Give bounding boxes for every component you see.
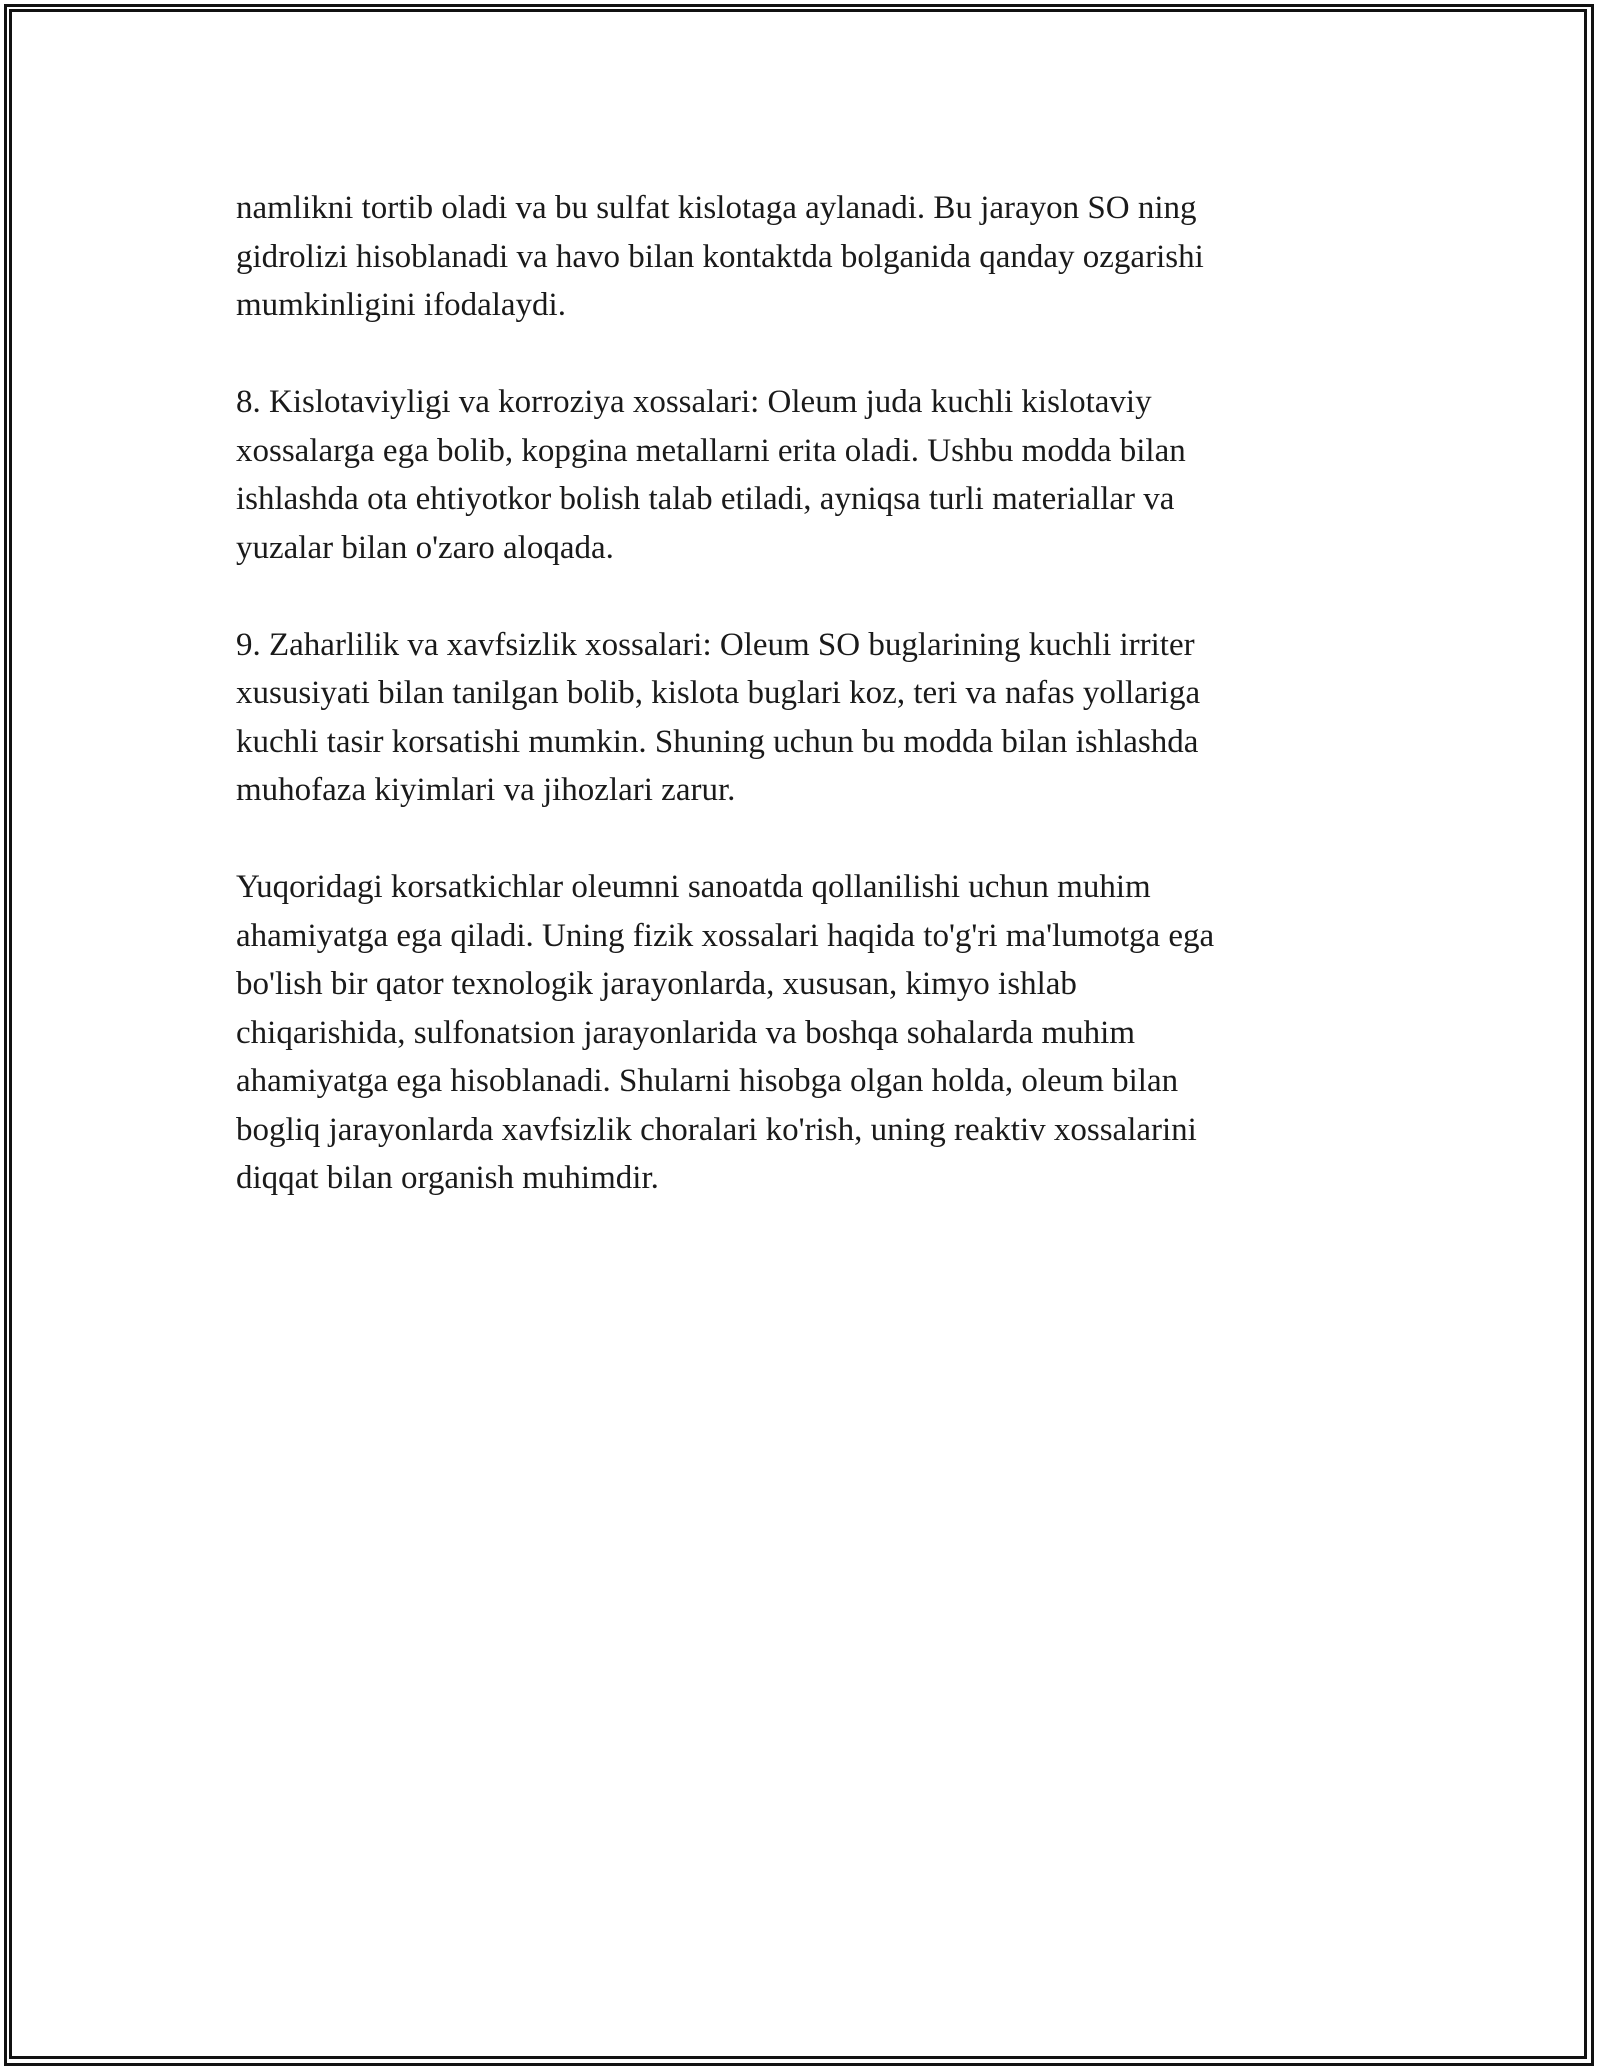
text-line: chiqarishida, sulfonatsion jarayonlarida va boshqa sohalarda muhim [236, 1014, 1136, 1051]
text-line: kuchli tasir korsatishi mumkin. Shuning uchun bu modda bilan ishlashda [236, 723, 1199, 760]
text-line: muhofaza kiyimlari va jihozlari zarur. [236, 772, 736, 808]
text-line: 9. Zaharlilik va xavfsizlik xossalari: Oleum SO buglarining kuchli irriter [236, 626, 1195, 663]
text-line: diqqat bilan organish muhimdir. [236, 1160, 659, 1196]
text-line: bogliq jarayonlarda xavfsizlik choralari ko'rish, uning reaktiv xossalarini [236, 1111, 1197, 1148]
paragraph-conclusion [236, 863, 1356, 1203]
document-body [236, 184, 1356, 1251]
text-line: ahamiyatga ega hisoblanadi. Shularni hisobga olgan holda, oleum bilan [236, 1063, 1179, 1099]
text-line: xossalarga ega bolib, kopgina metallarni erita oladi. Ushbu modda bilan [236, 432, 1186, 469]
text-line: ahamiyatga ega qiladi. Uning fizik xossalari haqida to'g'ri ma'lumotga ega [236, 917, 1215, 954]
text-line: xususiyati bilan tanilgan bolib, kislota buglari koz, teri va nafas yollariga [236, 675, 1201, 711]
text-line: ishlashda ota ehtiyotkor bolish talab etiladi, ayniqsa turli materiallar va [236, 481, 1175, 517]
paragraph-hydrolysis [236, 184, 1356, 330]
text-line: 8. Kislotaviyligi va korroziya xossalari: Oleum juda kuchli kislotaviy [236, 384, 1152, 420]
paragraph-acidity-corrosion [236, 378, 1356, 572]
text-line: Yuqoridagi korsatkichlar oleumni sanoatda qollanilishi uchun muhim [236, 869, 1151, 905]
text-line: gidrolizi hisoblanadi va havo bilan kontaktda bolganida qanday ozgarishi [236, 238, 1204, 275]
text-line: namlikni tortib oladi va bu sulfat kislotaga aylanadi. Bu jarayon SO ning [236, 190, 1197, 226]
paragraph-toxicity-safety [236, 621, 1356, 815]
text-line: bo'lish bir qator texnologik jarayonlarda, xususan, kimyo ishlab [236, 966, 1077, 1002]
text-line: yuzalar bilan o'zaro aloqada. [236, 529, 614, 566]
text-line: mumkinligini ifodalaydi. [236, 287, 566, 323]
